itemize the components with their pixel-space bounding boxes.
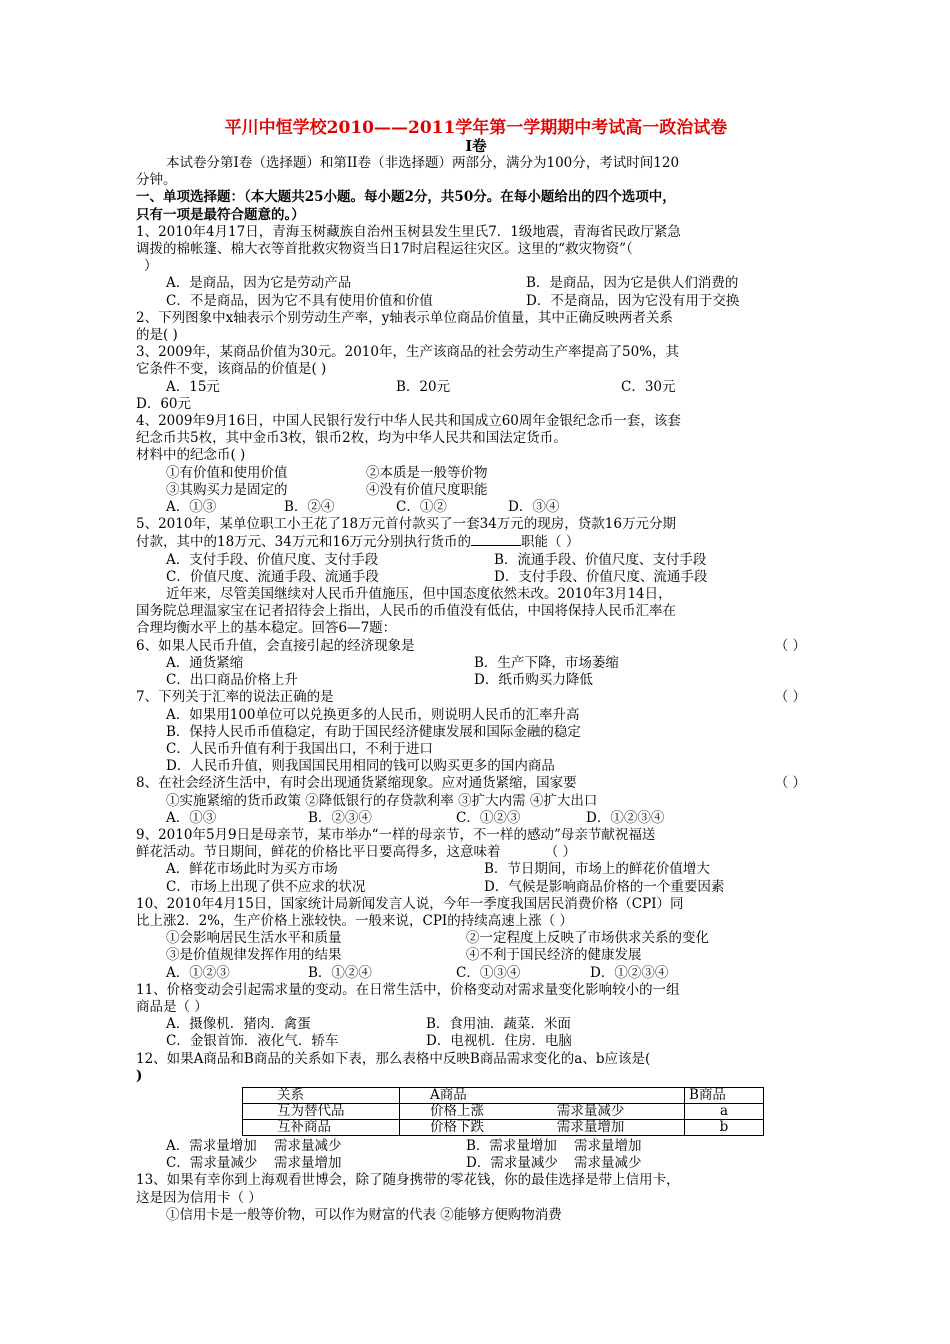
q13-statements: ①信用卡是一般等价物，可以作为财富的代表 ②能够方便购物消费 xyxy=(166,1206,562,1223)
q5-stem-2a: 付款，其中的18万元、34万元和16万元分别执行货币的 xyxy=(136,534,472,551)
q2-stem-2: 的是( ) xyxy=(136,327,178,344)
q3-option-a: A．15元 xyxy=(166,378,220,395)
q12-stem-2: ) xyxy=(136,1067,143,1084)
q12-options-cd xyxy=(136,1155,816,1172)
q10-stem-2: 比上涨2．2%，生产价格上涨较快。一般来说，CPI的持续高速上涨（ ） xyxy=(136,912,574,929)
q4-option-d: D．③④ xyxy=(508,499,560,516)
q12-option-c: C．需求量减少 xyxy=(166,1155,258,1172)
q1-option-d: D．不是商品，因为它没有用于交换 xyxy=(526,292,740,309)
q7-answer-paren: （ ） xyxy=(774,689,806,706)
q6-option-b: B．生产下降，市场萎缩 xyxy=(474,654,619,671)
q8-stem-text: 8、在社会经济生活中，有时会出现通货紧缩现象。应对通货紧缩，国家要 xyxy=(136,775,577,792)
q6-option-d: D．纸币购买力降低 xyxy=(474,672,593,689)
q4-option-a: A．①③ xyxy=(166,499,217,516)
q5-stem-1: 5、2010年，某单位职工小王花了18万元首付款买了一套34万元的现房，贷款16万元分期 xyxy=(136,516,676,533)
table-cell: a xyxy=(685,1103,764,1119)
q12-options-ab xyxy=(136,1138,816,1155)
table-cell: 价格上涨 xyxy=(400,1103,553,1119)
exam-page xyxy=(136,118,816,1224)
table-header-cell: B商品 xyxy=(685,1087,764,1103)
intro-line-2: 分钟。 xyxy=(136,172,177,189)
q6-stem-text: 6、如果人民币升值，会直接引起的经济现象是 xyxy=(136,637,415,654)
q4-statement-4: ④没有价值尺度职能 xyxy=(366,481,488,498)
table-cell: 互为替代品 xyxy=(243,1103,400,1119)
q3-stem-2: 它条件不变，该商品的价值是( ) xyxy=(136,361,327,378)
q4-statements-12 xyxy=(136,465,816,482)
q8-statements: ①实施紧缩的货币政策 ②降低银行的存贷款利率 ③扩大内需 ④扩大出口 xyxy=(166,792,598,809)
q10-statement-3: ③是价值规律发挥作用的结果 xyxy=(166,947,342,964)
q12-option-d: D．需求量减少 xyxy=(466,1155,558,1172)
q13-stem-2: 这是因为信用卡（ ） xyxy=(136,1189,262,1206)
q6-options-ab xyxy=(136,655,816,672)
q5-option-b: B．流通手段、价值尺度、支付手段 xyxy=(494,551,707,568)
q9-answer-paren: （ ） xyxy=(544,844,577,861)
q4-options xyxy=(136,499,816,516)
q7-option-a: A．如果用100单位可以兑换更多的人民币，则说明人民币的汇率升高 xyxy=(166,706,580,723)
passage-line-2: 国务院总理温家宝在记者招待会上指出，人民币的币值没有低估，中国将保持人民币汇率在 xyxy=(136,603,676,620)
q13-stem-1: 13、如果有幸你到上海观看世博会，除了随身携带的零花钱，你的最佳选择是带上信用卡， xyxy=(136,1172,680,1189)
passage-line-3: 合理均衡水平上的基本稳定。回答6—7题： xyxy=(136,620,397,637)
q7-option-d: D．人民币升值，则我国国民用相同的钱可以购买更多的国内商品 xyxy=(166,758,555,775)
table-cell: 互补商品 xyxy=(243,1119,400,1135)
q8-option-b: B．②③④ xyxy=(308,809,372,826)
q1-option-a: A．是商品，因为它是劳动产品 xyxy=(166,275,352,292)
q11-options-ab xyxy=(136,1016,816,1033)
q3-stem-1: 3、2009年，某商品价值为30元。2010年，生产该商品的社会劳动生产率提高了50%，其 xyxy=(136,344,679,361)
section-heading-1: 一、单项选择题：（本大题共25小题。每小题2分，共50分。在每小题给出的四个选项中， xyxy=(136,189,676,206)
passage-line-1: 近年来，尽管美国继续对人民币升值施压，但中国态度依然未改。2010年3月14日， xyxy=(166,586,672,603)
q10-statements-34 xyxy=(136,947,816,964)
q3-option-d: D．60元 xyxy=(136,395,192,412)
q10-option-b: B．①②④ xyxy=(308,964,372,981)
q9-option-c: C．市场上出现了供不应求的状况 xyxy=(166,878,366,895)
q5-option-d: D．支付手段、价值尺度、流通手段 xyxy=(494,568,708,585)
q3-option-c: C．30元 xyxy=(621,378,676,395)
exam-title: 平川中恒学校2010——2011学年第一学期期中考试高一政治试卷 xyxy=(224,118,728,138)
q4-stem-2: 纪念币共5枚，其中金币3枚，银币2枚，均为中华人民共和国法定货币。 xyxy=(136,430,567,447)
q11-options-cd xyxy=(136,1033,816,1050)
q4-stem-3: 材料中的纪念币( ) xyxy=(136,447,246,464)
table-row xyxy=(243,1119,764,1135)
q5-stem-2 xyxy=(136,533,816,551)
q1-stem-3: ） xyxy=(144,258,158,275)
q1-option-c: C．不是商品，因为它不具有使用价值和价值 xyxy=(166,292,433,309)
q12-option-a-2: 需求量减少 xyxy=(274,1137,342,1154)
q6-stem xyxy=(136,638,816,655)
q6-answer-paren: （ ） xyxy=(774,637,806,654)
q4-option-b: B．②④ xyxy=(284,499,335,516)
q12-option-a: A．需求量增加 xyxy=(166,1137,257,1154)
q9-options-cd xyxy=(136,879,816,896)
q2-stem-1: 2、下列图象中x轴表示个别劳动生产率，y轴表示单位商品价值量，其中正确反映两者关系 xyxy=(136,309,673,326)
section-heading-2: 只有一项是最符合题意的。） xyxy=(136,206,305,223)
q10-option-a: A．①②③ xyxy=(166,964,230,981)
q9-stem-1: 9、2010年5月9日是母亲节，某市举办“一样的母亲节，不一样的感动”母亲节献祝福送 xyxy=(136,826,656,843)
q1-stem-2: 调拨的棉帐篷、棉大衣等首批救灾物资当日17时启程运往灾区。这里的“救灾物资”（ xyxy=(136,241,633,258)
q10-options xyxy=(136,965,816,982)
q12-stem-1: 12、如果A商品和B商品的关系如下表，那么表格中反映B商品需求变化的a、b应该是( xyxy=(136,1050,651,1067)
q5-options-cd xyxy=(136,569,816,586)
q11-option-c: C．金银首饰．液化气．轿车 xyxy=(166,1033,339,1050)
q8-answer-paren: （ ） xyxy=(774,775,806,792)
q5-answer-blank xyxy=(471,533,521,546)
q4-statement-1: ①有价值和使用价值 xyxy=(166,464,288,481)
q1-stem-1: 1、2010年4月17日，青海玉树藏族自治州玉树县发生里氏7．1级地震，青海省民政厅紧急 xyxy=(136,223,681,240)
q10-stem-1: 10、2010年4月15日，国家统计局新闻发言人说，今年一季度我国居民消费价格（CPI）同 xyxy=(136,895,684,912)
q12-option-b-2: 需求量增加 xyxy=(574,1137,642,1154)
q12-option-b: B．需求量增加 xyxy=(466,1137,557,1154)
q7-option-b: B．保持人民币币值稳定，有助于国民经济健康发展和国际金融的稳定 xyxy=(166,723,581,740)
q4-statement-2: ②本质是一般等价物 xyxy=(366,464,488,481)
table-row xyxy=(243,1103,764,1119)
q4-statements-34 xyxy=(136,482,816,499)
q9-option-b: B．节日期间，市场上的鲜花价值增大 xyxy=(484,861,710,878)
q8-option-a: A．①③ xyxy=(166,809,217,826)
q12-option-d-2: 需求量减少 xyxy=(574,1155,642,1172)
q12-option-c-2: 需求量增加 xyxy=(274,1155,342,1172)
q8-option-c: C．①②③ xyxy=(456,809,521,826)
relation-table xyxy=(242,1087,764,1136)
q5-option-a: A．支付手段、价值尺度、支付手段 xyxy=(166,551,379,568)
table-cell: 需求量减少 xyxy=(553,1103,685,1119)
q10-statement-4: ④不利于国民经济的健康发展 xyxy=(466,947,642,964)
q11-option-b: B．食用油．蔬菜．米面 xyxy=(426,1016,571,1033)
q5-option-c: C．价值尺度、流通手段、流通手段 xyxy=(166,568,379,585)
q5-options-ab xyxy=(136,552,816,569)
q4-stem-1: 4、2009年9月16日，中国人民银行发行中华人民共和国成立60周年金银纪念币一套，该套 xyxy=(136,413,681,430)
q10-option-d: D．①②③④ xyxy=(590,964,669,981)
q11-option-a: A．摄像机．猪肉．禽蛋 xyxy=(166,1016,311,1033)
exam-subtitle: I卷 xyxy=(465,138,487,155)
q10-statements-12 xyxy=(136,930,816,947)
table-header-cell: A商品 xyxy=(400,1087,685,1103)
q4-option-c: C．①② xyxy=(396,499,447,516)
q9-stem-2-text: 鲜花活动。节日期间，鲜花的价格比平日要高得多，这意味着 xyxy=(136,844,501,861)
q3-option-b: B．20元 xyxy=(396,378,451,395)
q3-options-abc xyxy=(136,379,816,396)
q6-options-cd xyxy=(136,672,816,689)
q10-statement-2: ②一定程度上反映了市场供求关系的变化 xyxy=(466,930,709,947)
q11-stem-2: 商品是（ ） xyxy=(136,998,208,1015)
q9-options-ab xyxy=(136,861,816,878)
table-header-cell: 关系 xyxy=(243,1087,400,1103)
q11-stem-1: 11、价格变动会引起需求量的变动。在日常生活中，价格变动对需求量变化影响较小的一组 xyxy=(136,981,680,998)
q10-option-c: C．①③④ xyxy=(456,964,521,981)
q5-stem-2b: 职能（ ） xyxy=(521,534,580,551)
q1-options-cd xyxy=(136,293,816,310)
intro-line-1: 本试卷分第I卷（选择题）和第II卷（非选择题）两部分，满分为100分，考试时间120 xyxy=(166,155,680,171)
q6-option-c: C．出口商品价格上升 xyxy=(166,672,298,689)
q8-stem xyxy=(136,775,816,792)
q7-option-c: C．人民币升值有利于我国出口，不利于进口 xyxy=(166,740,433,757)
q7-stem-text: 7、下列关于汇率的说法正确的是 xyxy=(136,689,334,706)
q9-option-d: D．气候是影响商品价格的一个重要因素 xyxy=(484,878,725,895)
q1-options-ab xyxy=(136,275,816,292)
table-header-row xyxy=(243,1087,764,1103)
q6-option-a: A．通货紧缩 xyxy=(166,654,244,671)
table-cell: 需求量增加 xyxy=(553,1119,685,1135)
q9-option-a: A．鲜花市场此时为买方市场 xyxy=(166,861,338,878)
q4-statement-3: ③其购买力是固定的 xyxy=(166,481,288,498)
q8-options xyxy=(136,810,816,827)
q9-stem-2 xyxy=(136,844,816,861)
q7-stem xyxy=(136,689,816,706)
q11-option-d: D．电视机．住房．电脑 xyxy=(426,1033,572,1050)
table-cell: b xyxy=(685,1119,764,1135)
q1-option-b: B．是商品，因为它是供人们消费的 xyxy=(526,275,739,292)
q10-statement-1: ①会影响居民生活水平和质量 xyxy=(166,930,342,947)
table-cell: 价格下跌 xyxy=(400,1119,553,1135)
q8-option-d: D．①②③④ xyxy=(586,809,665,826)
